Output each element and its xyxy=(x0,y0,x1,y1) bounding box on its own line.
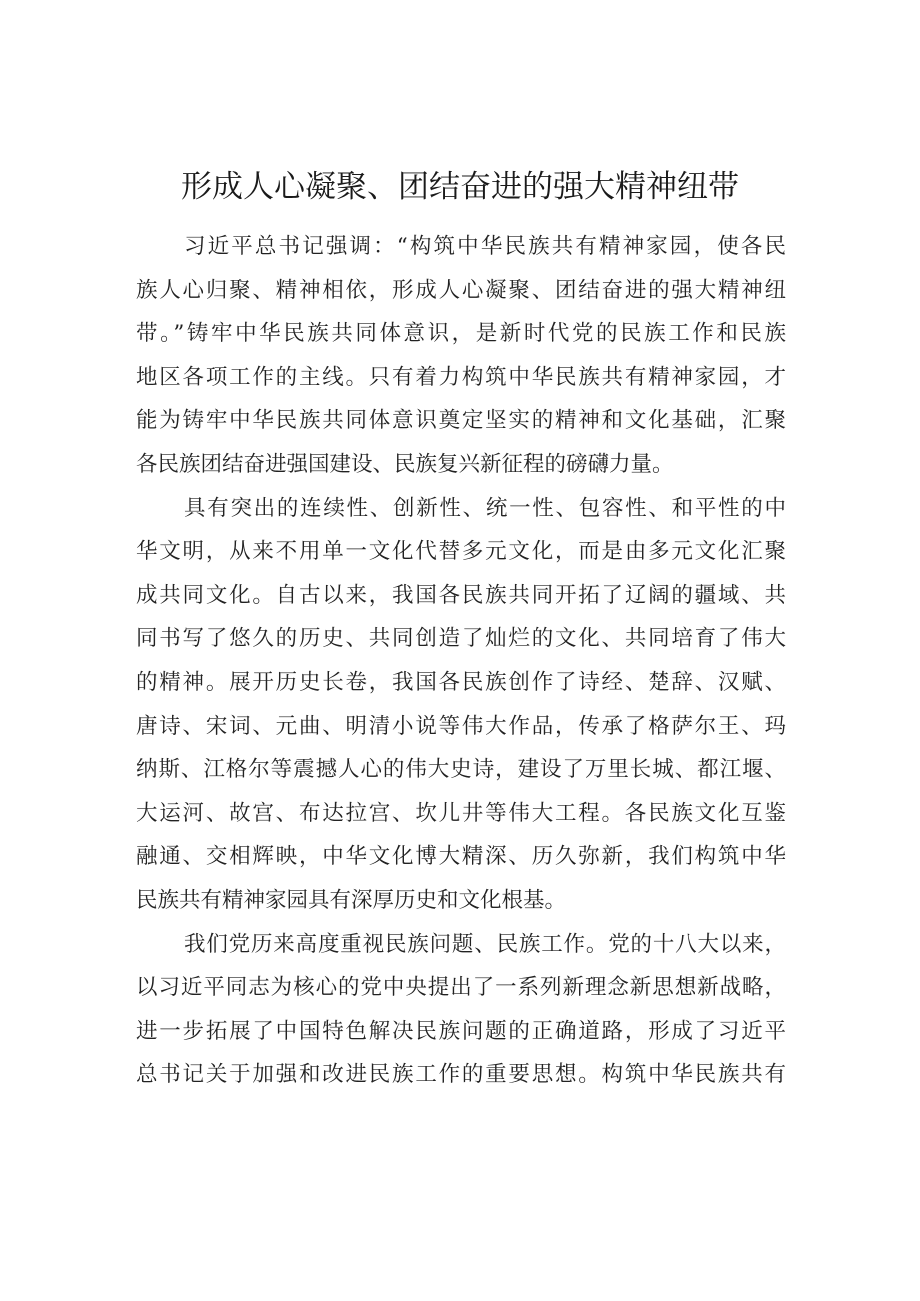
paragraph-line: 华文明，从来不用单一文化代替多元文化，而是由多元文化汇聚 xyxy=(136,539,786,565)
paragraph-line: 大运河、故宫、布达拉宫、坎儿井等伟大工程。各民族文化互鉴 xyxy=(136,800,786,826)
paragraph-line: 的精神。展开历史长卷，我国各民族创作了诗经、楚辞、汉赋、 xyxy=(136,669,786,695)
paragraph-line: 进一步拓展了中国特色解决民族问题的正确道路，形成了习近平 xyxy=(136,1018,786,1044)
paragraph-line: 以习近平同志为核心的党中央提出了一系列新理念新思想新战略， xyxy=(136,975,786,1001)
document-title: 形成人心凝聚、团结奋进的强大精神纽带 xyxy=(181,169,739,205)
paragraph-line: 唐诗、宋词、元曲、明清小说等伟大作品，传承了格萨尔王、玛 xyxy=(136,713,786,739)
paragraph-2 xyxy=(136,487,786,923)
paragraph-line: 地区各项工作的主线。只有着力构筑中华民族共有精神家园，才 xyxy=(136,364,786,390)
paragraph-line: 族人心归聚、精神相依，形成人心凝聚、团结奋进的强大精神纽 xyxy=(136,277,786,303)
paragraph-line: 能为铸牢中华民族共同体意识奠定坚实的精神和文化基础，汇聚 xyxy=(136,408,786,434)
paragraph-line: 我们党历来高度重视民族问题、民族工作。党的十八大以来， xyxy=(184,931,786,957)
paragraph-line: 具有突出的连续性、创新性、统一性、包容性、和平性的中 xyxy=(184,495,786,521)
paragraph-line: 总书记关于加强和改进民族工作的重要思想。构筑中华民族共有 xyxy=(136,1062,786,1088)
document-body xyxy=(136,225,786,1097)
paragraph-line: 带。”铸牢中华民族共同体意识，是新时代党的民族工作和民族 xyxy=(136,321,786,347)
paragraph-line: 习近平总书记强调：“构筑中华民族共有精神家园，使各民 xyxy=(184,234,786,259)
paragraph-line: 融通、交相辉映，中华文化博大精深、历久弥新，我们构筑中华 xyxy=(136,844,786,870)
paragraph-line: 纳斯、江格尔等震撼人心的伟大史诗，建设了万里长城、都江堰、 xyxy=(136,757,786,783)
paragraph-line: 同书写了悠久的历史、共同创造了灿烂的文化、共同培育了伟大 xyxy=(136,626,786,652)
paragraph-3 xyxy=(136,923,786,1097)
paragraph-1 xyxy=(136,225,786,487)
paragraph-line: 成共同文化。自古以来，我国各民族共同开拓了辽阔的疆域、共 xyxy=(136,582,786,608)
paragraph-line: 民族共有精神家园具有深厚历史和文化根基。 xyxy=(136,887,567,913)
paragraph-line: 各民族团结奋进强国建设、民族复兴新征程的磅礴力量。 xyxy=(136,451,674,477)
